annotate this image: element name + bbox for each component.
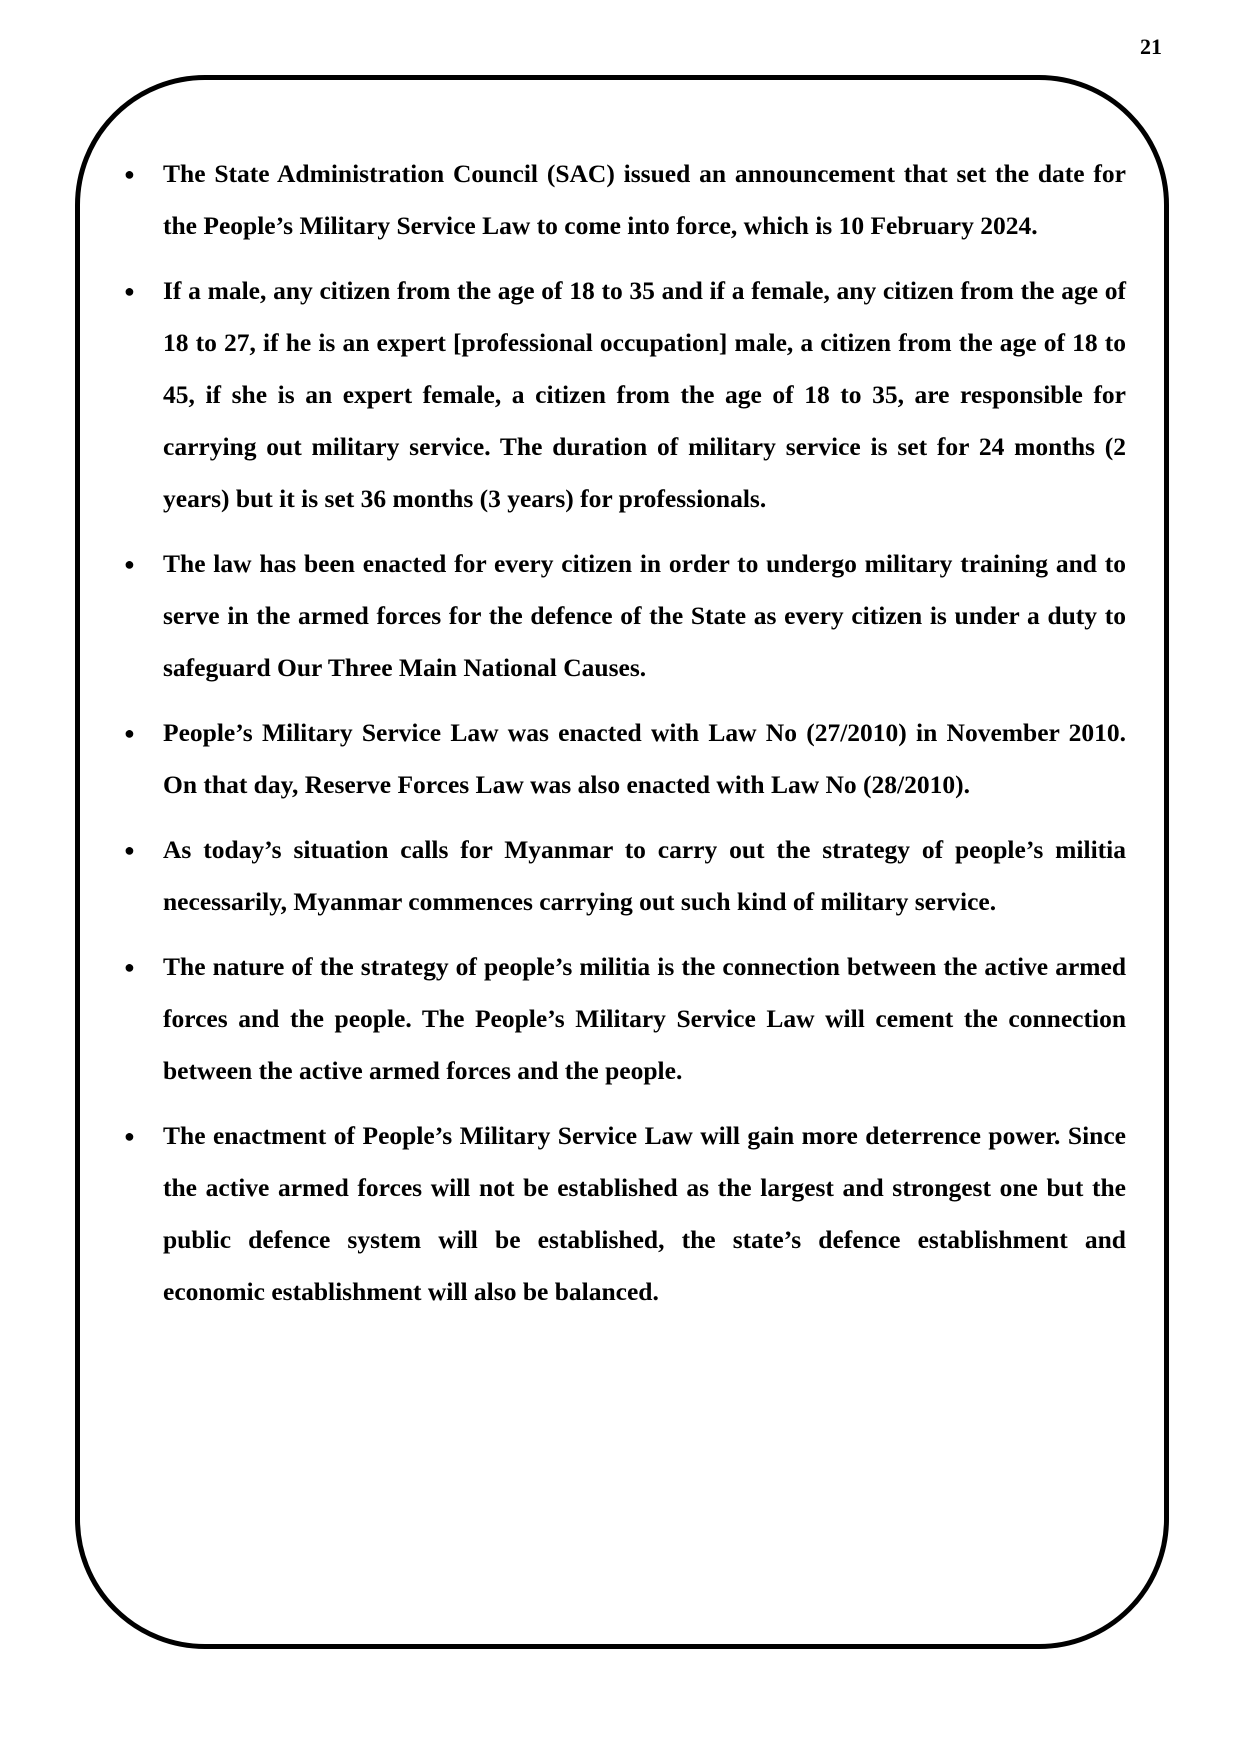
bullet-text: The enactment of People’s Military Service Law will gain more deterrence power. Since the active armed forces will not be established as the largest and strongest one but the public defence system will be established, the state’s defence establishment and economic establishment will also be balanced. xyxy=(163,1121,1126,1306)
bullet-icon: ● xyxy=(124,1126,135,1146)
bullet-list xyxy=(120,148,1126,1318)
bullet-text: The nature of the strategy of people’s militia is the connection between the active armed forces and the people. The People’s Military Service Law will cement the connection between the active armed forces and the people. xyxy=(163,952,1126,1085)
bullet-text: If a male, any citizen from the age of 18 to 35 and if a female, any citizen from the age of 18 to 27, if he is an expert [professional occupation] male, a citizen from the age of 18 to 45, if she is an expert female, a citizen from the age of 18 to 35, are responsible for carrying out military service. The duration of military service is set for 24 months (2 years) but it is set 36 months (3 years) for professionals. xyxy=(163,276,1126,513)
bullet-item xyxy=(120,148,1126,252)
bullet-item xyxy=(120,538,1126,694)
bullet-icon: ● xyxy=(124,840,135,860)
bullet-icon: ● xyxy=(124,164,135,184)
bullet-text: As today’s situation calls for Myanmar to carry out the strategy of people’s militia necessarily, Myanmar commences carrying out such kind of military service. xyxy=(163,835,1126,916)
page-number: 21 xyxy=(1140,34,1162,59)
bullet-item xyxy=(120,265,1126,525)
bullet-text: The law has been enacted for every citizen in order to undergo military training and to serve in the armed forces for the defence of the State as every citizen is under a duty to safeguard Our Three Main National Causes. xyxy=(163,549,1126,682)
bullet-icon: ● xyxy=(124,957,135,977)
bullet-item xyxy=(120,707,1126,811)
bullet-item xyxy=(120,1110,1126,1318)
bullet-text: People’s Military Service Law was enacted with Law No (27/2010) in November 2010. On that day, Reserve Forces Law was also enacted with Law No (28/2010). xyxy=(163,718,1126,799)
content-area xyxy=(120,148,1126,1331)
bullet-icon: ● xyxy=(124,554,135,574)
bullet-icon: ● xyxy=(124,281,135,301)
bullet-item xyxy=(120,941,1126,1097)
bullet-icon: ● xyxy=(124,723,135,743)
bullet-text: The State Administration Council (SAC) issued an announcement that set the date for the People’s Military Service Law to come into force, which is 10 February 2024. xyxy=(163,159,1126,240)
bullet-item xyxy=(120,824,1126,928)
